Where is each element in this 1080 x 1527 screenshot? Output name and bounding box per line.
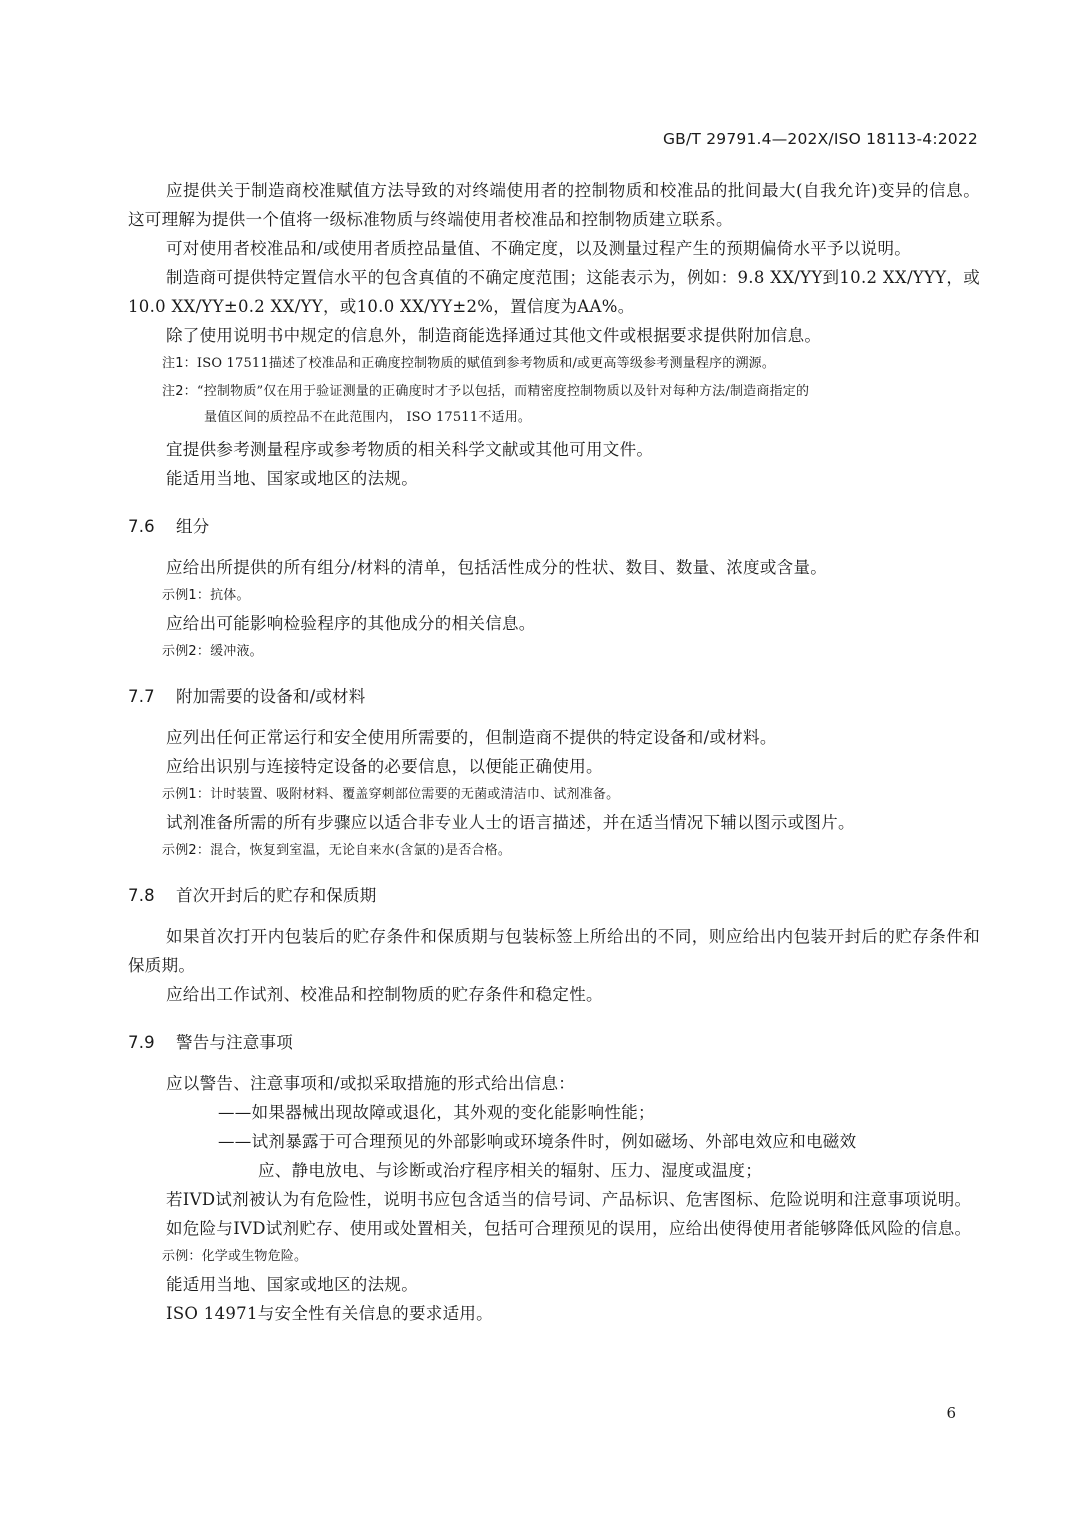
- example-1: [162, 584, 980, 607]
- paragraph: 可对使用者校准品和/或使用者质控品量值、不确定度，以及测量过程产生的预期偏倚水平予以说明。: [166, 239, 912, 258]
- paragraph: ISO 14971与安全性有关信息的要求适用。: [166, 1304, 493, 1323]
- paragraph: 宜提供参考测量程序或参考物质的相关科学文献或其他可用文件。: [166, 440, 654, 459]
- section-heading-7-8: [128, 882, 980, 906]
- document-header: GB/T 29791.4—202X/ISO 18113-4:2022: [662, 130, 978, 148]
- note-2: [162, 379, 980, 431]
- paragraph: 试剂准备所需的所有步骤应以适合非专业人士的语言描述，并在适当情况下辅以图示或图片。: [166, 813, 855, 832]
- note-text: “控制物质”仅在用于验证测量的正确度时才予以包括，而精密度控制物质以及针对每种方法/制造商指定的: [196, 384, 810, 399]
- section-number: 7.9: [128, 1033, 155, 1052]
- paragraph: 除了使用说明书中规定的信息外，制造商能选择通过其他文件或根据要求提供附加信息。: [166, 326, 822, 345]
- paragraph: 应提供关于制造商校准赋值方法导致的对终端使用者的控制物质和校准品的批间最大(自我允许)变异的信息。这可理解为提供一个值将一级标准物质与终端使用者校准品和控制物质建立联系。: [128, 181, 980, 229]
- list-item: ——如果器械出现故障或退化，其外观的变化能影响性能；: [218, 1103, 655, 1122]
- paragraph: 应给出可能影响检验程序的其他成分的相关信息。: [166, 614, 536, 633]
- example-text: 抗体。: [210, 588, 250, 603]
- paragraph: 如果首次打开内包装后的贮存条件和保质期与包装标签上所给出的不同，则应给出内包装开封后的贮存条件和保质期。: [128, 927, 980, 975]
- example-2: [162, 640, 980, 663]
- document-body: [128, 176, 980, 1328]
- paragraph: 能适用当地、国家或地区的法规。: [166, 469, 418, 488]
- example-text: 化学或生物危险。: [201, 1249, 308, 1264]
- example-2: [162, 839, 980, 862]
- example-label: 示例2：: [162, 843, 211, 858]
- section-title: 组分: [176, 517, 210, 536]
- list-item-continued: 应、静电放电、与诊断或治疗程序相关的辐射、压力、湿度或温度；: [258, 1161, 762, 1180]
- paragraph: 应以警告、注意事项和/或拟采取措施的形式给出信息：: [166, 1074, 576, 1093]
- section-heading-7-7: [128, 683, 980, 707]
- paragraph: 应给出工作试剂、校准品和控制物质的贮存条件和稳定性。: [166, 985, 603, 1004]
- page-number: 6: [946, 1404, 956, 1422]
- note-label: 注1：: [162, 356, 197, 371]
- note-1: [162, 352, 980, 375]
- note-text: ISO 17511描述了校准品和正确度控制物质的赋值到参考物质和/或更高等级参考测量程序的溯源。: [196, 356, 776, 371]
- example-1: [162, 783, 980, 806]
- example-text: 计时装置、吸附材料、覆盖穿刺部位需要的无菌或清洁巾、试剂准备。: [210, 787, 620, 802]
- section-title: 附加需要的设备和/或材料: [176, 687, 366, 706]
- paragraph: 能适用当地、国家或地区的法规。: [166, 1275, 418, 1294]
- section-number: 7.8: [128, 886, 155, 905]
- paragraph: 应给出识别与连接特定设备的必要信息，以便能正确使用。: [166, 757, 603, 776]
- section-heading-7-6: [128, 513, 980, 537]
- example-label: 示例2：: [162, 644, 211, 659]
- section-heading-7-9: [128, 1029, 980, 1053]
- list-item: ——试剂暴露于可合理预见的外部影响或环境条件时，例如磁场、外部电效应和电磁效: [218, 1132, 857, 1151]
- section-number: 7.7: [128, 687, 155, 706]
- note-label: 注2：: [162, 384, 197, 399]
- example-text: 混合，恢复到室温，无论自来水(含氯的)是否合格。: [210, 843, 512, 858]
- paragraph: 制造商可提供特定置信水平的包含真值的不确定度范围；这能表示为，例如：9.8 XX/YY到10.2 XX/YYY，或10.0 XX/YY±0.2 XX/YY，或10.0 XX/YY±2%，置信度为AA%。: [128, 268, 980, 316]
- example-text: 缓冲液。: [210, 644, 263, 659]
- paragraph: 如危险与IVD试剂贮存、使用或处置相关，包括可合理预见的误用，应给出使得使用者能够降低风险的信息。: [166, 1219, 972, 1238]
- section-number: 7.6: [128, 517, 155, 536]
- example: [162, 1245, 980, 1268]
- note-text-continued: 量值区间的质控品不在此范围内， ISO 17511不适用。: [204, 410, 532, 425]
- example-label: 示例1：: [162, 588, 211, 603]
- example-label: 示例1：: [162, 787, 211, 802]
- example-label: 示例：: [162, 1249, 202, 1264]
- paragraph: 应列出任何正常运行和安全使用所需要的，但制造商不提供的特定设备和/或材料。: [166, 728, 777, 747]
- paragraph: 应给出所提供的所有组分/材料的清单，包括活性成分的性状、数目、数量、浓度或含量。: [166, 558, 828, 577]
- section-title: 首次开封后的贮存和保质期: [176, 886, 377, 905]
- section-title: 警告与注意事项: [176, 1033, 293, 1052]
- paragraph: 若IVD试剂被认为有危险性，说明书应包含适当的信号词、产品标识、危害图标、危险说明和注意事项说明。: [166, 1190, 972, 1209]
